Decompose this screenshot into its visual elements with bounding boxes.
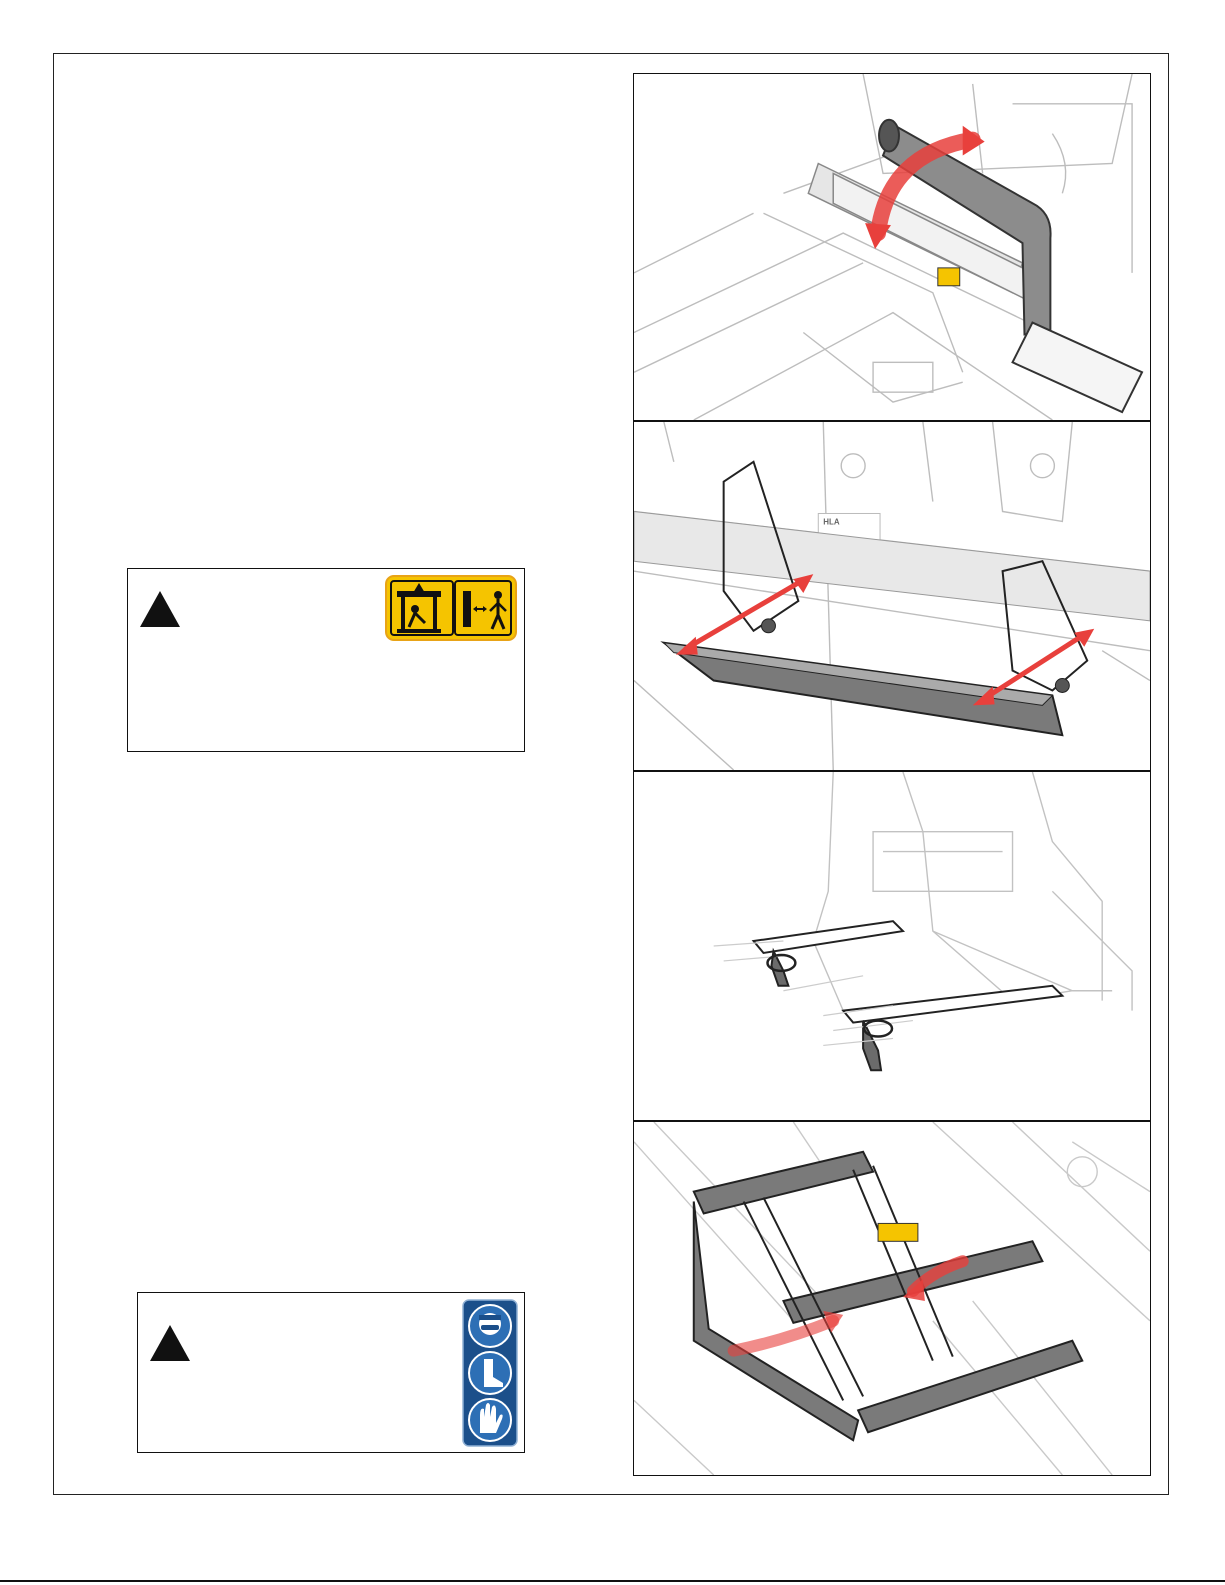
footer-rule (0, 1580, 1225, 1582)
roller-rotation-illustration (634, 74, 1150, 420)
warning-box-ppe (137, 1292, 525, 1453)
alert-triangle-icon (148, 1323, 192, 1363)
quick-attach-illustration (634, 1122, 1150, 1475)
slide-bar-illustration (634, 422, 1150, 770)
ppe-sign-icon (462, 1299, 518, 1447)
crush-hazard-icon (385, 575, 517, 641)
figure-2 (633, 421, 1151, 771)
figure-4 (633, 1121, 1151, 1476)
figure-1 (633, 73, 1151, 421)
alert-triangle-icon (138, 589, 182, 629)
fork-tines-illustration (634, 772, 1150, 1120)
figure-3 (633, 771, 1151, 1121)
nameplate-text: HLA (823, 517, 840, 527)
warning-box-crush (127, 568, 525, 752)
